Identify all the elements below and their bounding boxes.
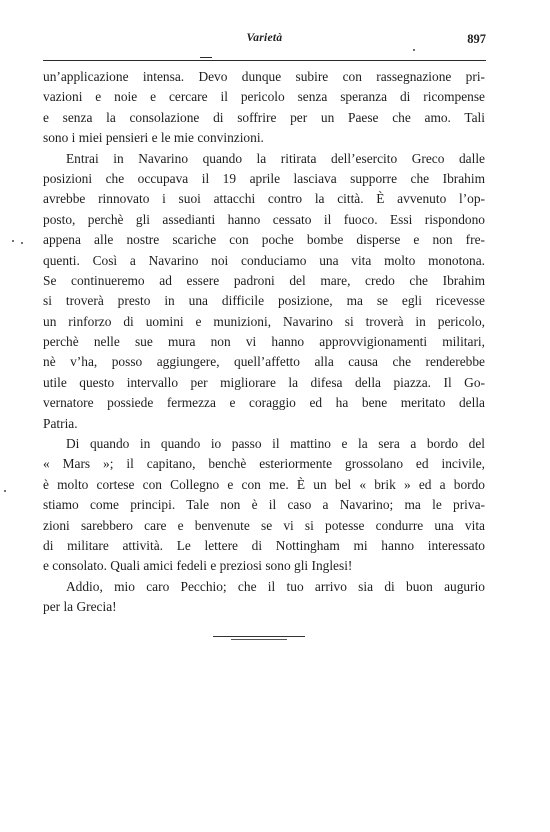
margin-speck xyxy=(21,242,23,244)
text-line: avrebbe rinnovato i suoi attacchi contro la città. È avvenuto l’op- xyxy=(43,191,485,207)
margin-speck xyxy=(4,490,6,492)
running-head xyxy=(43,32,486,52)
margin-speck xyxy=(12,240,14,242)
header-rule-mark xyxy=(200,57,212,64)
text-line: Entrai in Navarino quando la ritirata dell’esercito Greco dalle xyxy=(66,150,485,166)
text-line: perchè nelle sue mura non vi hanno approvvigionamenti militari, xyxy=(43,334,485,350)
text-line: appena alle nostre scariche con poche bombe disperse e non fre- xyxy=(43,232,485,248)
text-line: un’applicazione intensa. Devo dunque subire con rassegnazione pri- xyxy=(43,69,485,84)
end-rule-lower xyxy=(231,639,287,640)
text-line: è molto cortese con Collegno e con me. È un bel « brik » ed a bordo xyxy=(43,476,485,492)
text-line: Addio, mio caro Pecchio; che il tuo arrivo sia di buon augurio xyxy=(66,578,485,594)
end-of-text-rule xyxy=(213,636,305,640)
paragraph xyxy=(43,67,485,149)
text-line: per la Grecia! xyxy=(43,599,117,615)
page-number: 897 xyxy=(467,32,486,46)
text-line: Patria. xyxy=(43,415,78,431)
text-line: Se continueremo ad essere padroni del mare, credo che Ibrahim xyxy=(43,272,485,288)
end-rule-upper xyxy=(213,636,305,637)
text-line: vazioni e noie e cercare il pericolo senza speranza di ricompense xyxy=(43,89,485,105)
header-rule xyxy=(43,60,486,61)
text-line: e senza la consolazione di soffrire per un Paese che amo. Tali xyxy=(43,109,485,125)
text-line: sono i miei pensieri e le mie convinzioni. xyxy=(43,130,264,146)
running-title: Varietà xyxy=(246,32,283,44)
paragraph xyxy=(43,434,485,577)
text-line: nè v’ha, posso aggiungere, quell’affetto alla causa che renderebbe xyxy=(43,354,485,370)
text-line: e consolato. Quali amici fedeli e preziosi sono gli Inglesi! xyxy=(43,558,353,574)
text-line: « Mars »; il capitano, benchè esteriormente grossolano ed incivile, xyxy=(43,456,485,472)
text-line: stiamo come principi. Tale non è il caso a Navarino; ma le priva- xyxy=(43,497,485,513)
text-line: utile questo intervallo per migliorare la difesa della piazza. Il Go- xyxy=(43,374,485,390)
text-line: Di quando in quando io passo il mattino e la sera a bordo del xyxy=(66,436,485,452)
text-line: vernatore possiede fermezza e coraggio ed ha bene meritato della xyxy=(43,395,485,411)
text-line: posizioni che occupava il 19 aprile lasciava supporre che Ibrahim xyxy=(43,170,485,186)
text-line: zioni sarebbero care e benvenute se vi si potesse condurre una vita xyxy=(43,517,485,533)
text-line: quenti. Così a Navarino noi conduciamo una vita molto monotona. xyxy=(43,252,485,268)
paragraph xyxy=(43,577,485,618)
margin-speck xyxy=(413,49,415,51)
text-line: di militare attività. Le lettere di Nottingham mi hanno interessato xyxy=(43,537,485,553)
text-line: un rinforzo di uomini e munizioni, Navarino si troverà in pericolo, xyxy=(43,313,485,329)
text-line: si troverà presto in una difficile posizione, ma se egli ricevesse xyxy=(43,293,485,309)
paragraph xyxy=(43,149,485,434)
body-text xyxy=(43,67,485,618)
text-line: posto, perchè gli assedianti hanno cessato il fuoco. Essi rispondono xyxy=(43,211,485,227)
